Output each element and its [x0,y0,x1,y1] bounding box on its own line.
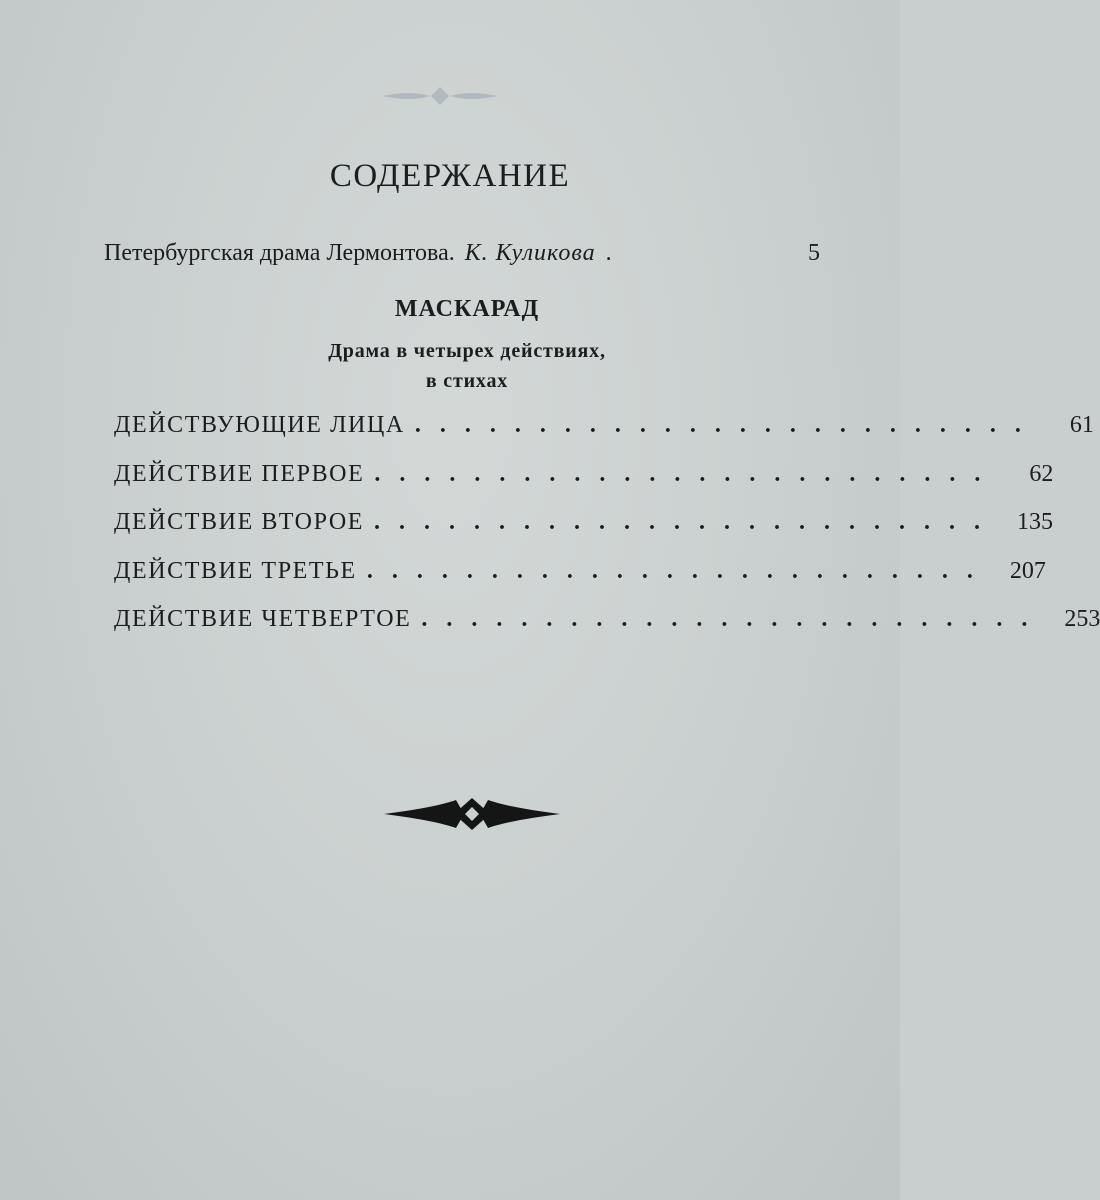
intro-leader: . [605,240,612,266]
work-title: МАСКАРАД [394,296,540,322]
intro-title: Петербургская драма Лермонтова. [104,240,455,266]
faded-ornament-icon [380,84,500,108]
toc-label: ДЕЙСТВИЕ ТРЕТЬЕ [114,557,357,584]
toc-leader: ......................... [366,557,992,584]
toc-row [114,460,1054,510]
work-subtitle [0,336,934,396]
toc-label: ДЕЙСТВИЕ ВТОРОЕ [114,509,365,535]
toc-leader: ......................... [421,606,1047,632]
toc-row [114,606,1100,655]
toc-page-number: 253 [1064,606,1100,632]
toc-page-number: 62 [1029,460,1054,487]
toc-label: ДЕЙСТВИЕ ПЕРВОЕ [114,460,365,487]
work-subtitle-line: Драма в четырех действиях, [328,340,606,362]
toc-page-number: 207 [1009,557,1046,584]
toc-leader: ......................... [374,509,1000,535]
toc-label: ДЕЙСТВУЮЩИЕ ЛИЦА [114,412,405,438]
toc-row [114,557,1046,607]
intro-author: К. Куликова [464,240,596,266]
toc-row [114,412,1094,461]
toc-page-number: 135 [1017,509,1054,535]
intro-entry [104,240,824,267]
toc-page-number: 61 [1069,412,1094,438]
toc-leader: ......................... [414,412,1040,438]
page-title: СОДЕРЖАНИЕ [329,158,571,194]
toc-leader: ......................... [374,460,1000,487]
intro-page-number: 5 [808,240,820,266]
toc-label: ДЕЙСТВИЕ ЧЕТВЕРТОЕ [114,606,412,632]
toc-list [114,412,1100,655]
diamond-ornament-icon [384,796,560,832]
work-subtitle-line: в стихах [425,370,509,392]
toc-row [114,509,1054,558]
